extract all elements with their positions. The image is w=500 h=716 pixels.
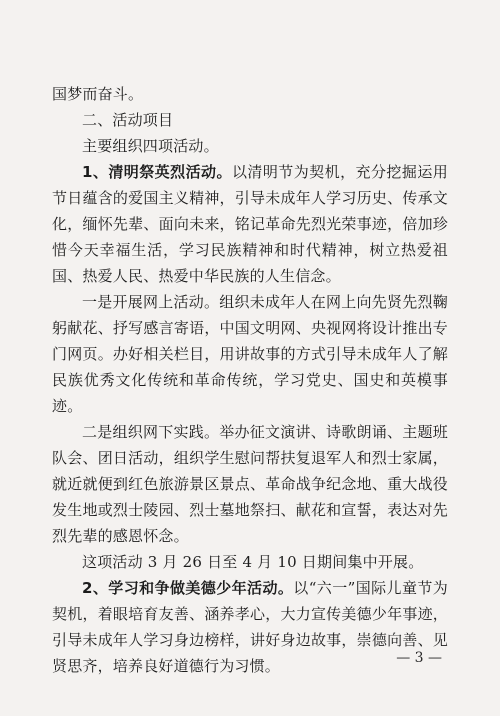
item-2-body: 以“六一”国际儿童节为契机，着眼培育友善、涵养孝心，大力宣传美德少年事迹，引导未成年人学习身边榜样，讲好身边故事，崇德向善、见贤思齐，培养良好道德行为习惯。	[52, 579, 448, 675]
paragraph-continuation: 国梦而奋斗。	[52, 85, 144, 103]
item-2-lead: 2、学习和争做美德少年活动。	[82, 579, 294, 597]
document-body	[52, 81, 448, 679]
offline-practice-paragraph: 二是组织网下实践。举办征文演讲、诗歌朗诵、主题班队会、团日活动，组织学生慰问帮扶复退军人和烈士家属，就近就便到红色旅游景区景点、革命战争纪念地、重大战役发生地或烈士陵园、烈士墓地祭扫、献花和宣誓，表达对先烈先辈的感恩怀念。	[52, 423, 448, 545]
online-activity-paragraph: 一是开展网上活动。组织未成年人在网上向先贤先烈鞠躬献花、抒写感言寄语，中国文明网、央视网将设计推出专门网页。办好相关栏目，用讲故事的方式引导未成年人了解民族优秀文化传统和革命传统，学习党史、国史和英模事迹。	[52, 293, 448, 415]
section-heading: 二、活动项目	[82, 111, 174, 129]
item-1-body: 以清明节为契机，充分挖掘运用节日蕴含的爱国主义精神，引导未成年人学习历史、传承文化，缅怀先辈、面向未来，铭记革命先烈光荣事迹，倍加珍惜今天幸福生活，学习民族精神和时代精神，树立热爱祖国、热爱人民、热爱中华民族的人生信念。	[52, 163, 448, 285]
dates-paragraph: 这项活动 3 月 26 日至 4 月 10 日期间集中开展。	[82, 553, 424, 571]
page-number: — 3 —	[396, 650, 442, 666]
item-1-paragraph	[52, 159, 448, 289]
item-1-lead: 1、清明祭英烈活动。	[82, 163, 232, 181]
item-2-paragraph	[52, 575, 448, 679]
intro-paragraph: 主要组织四项活动。	[82, 137, 219, 155]
